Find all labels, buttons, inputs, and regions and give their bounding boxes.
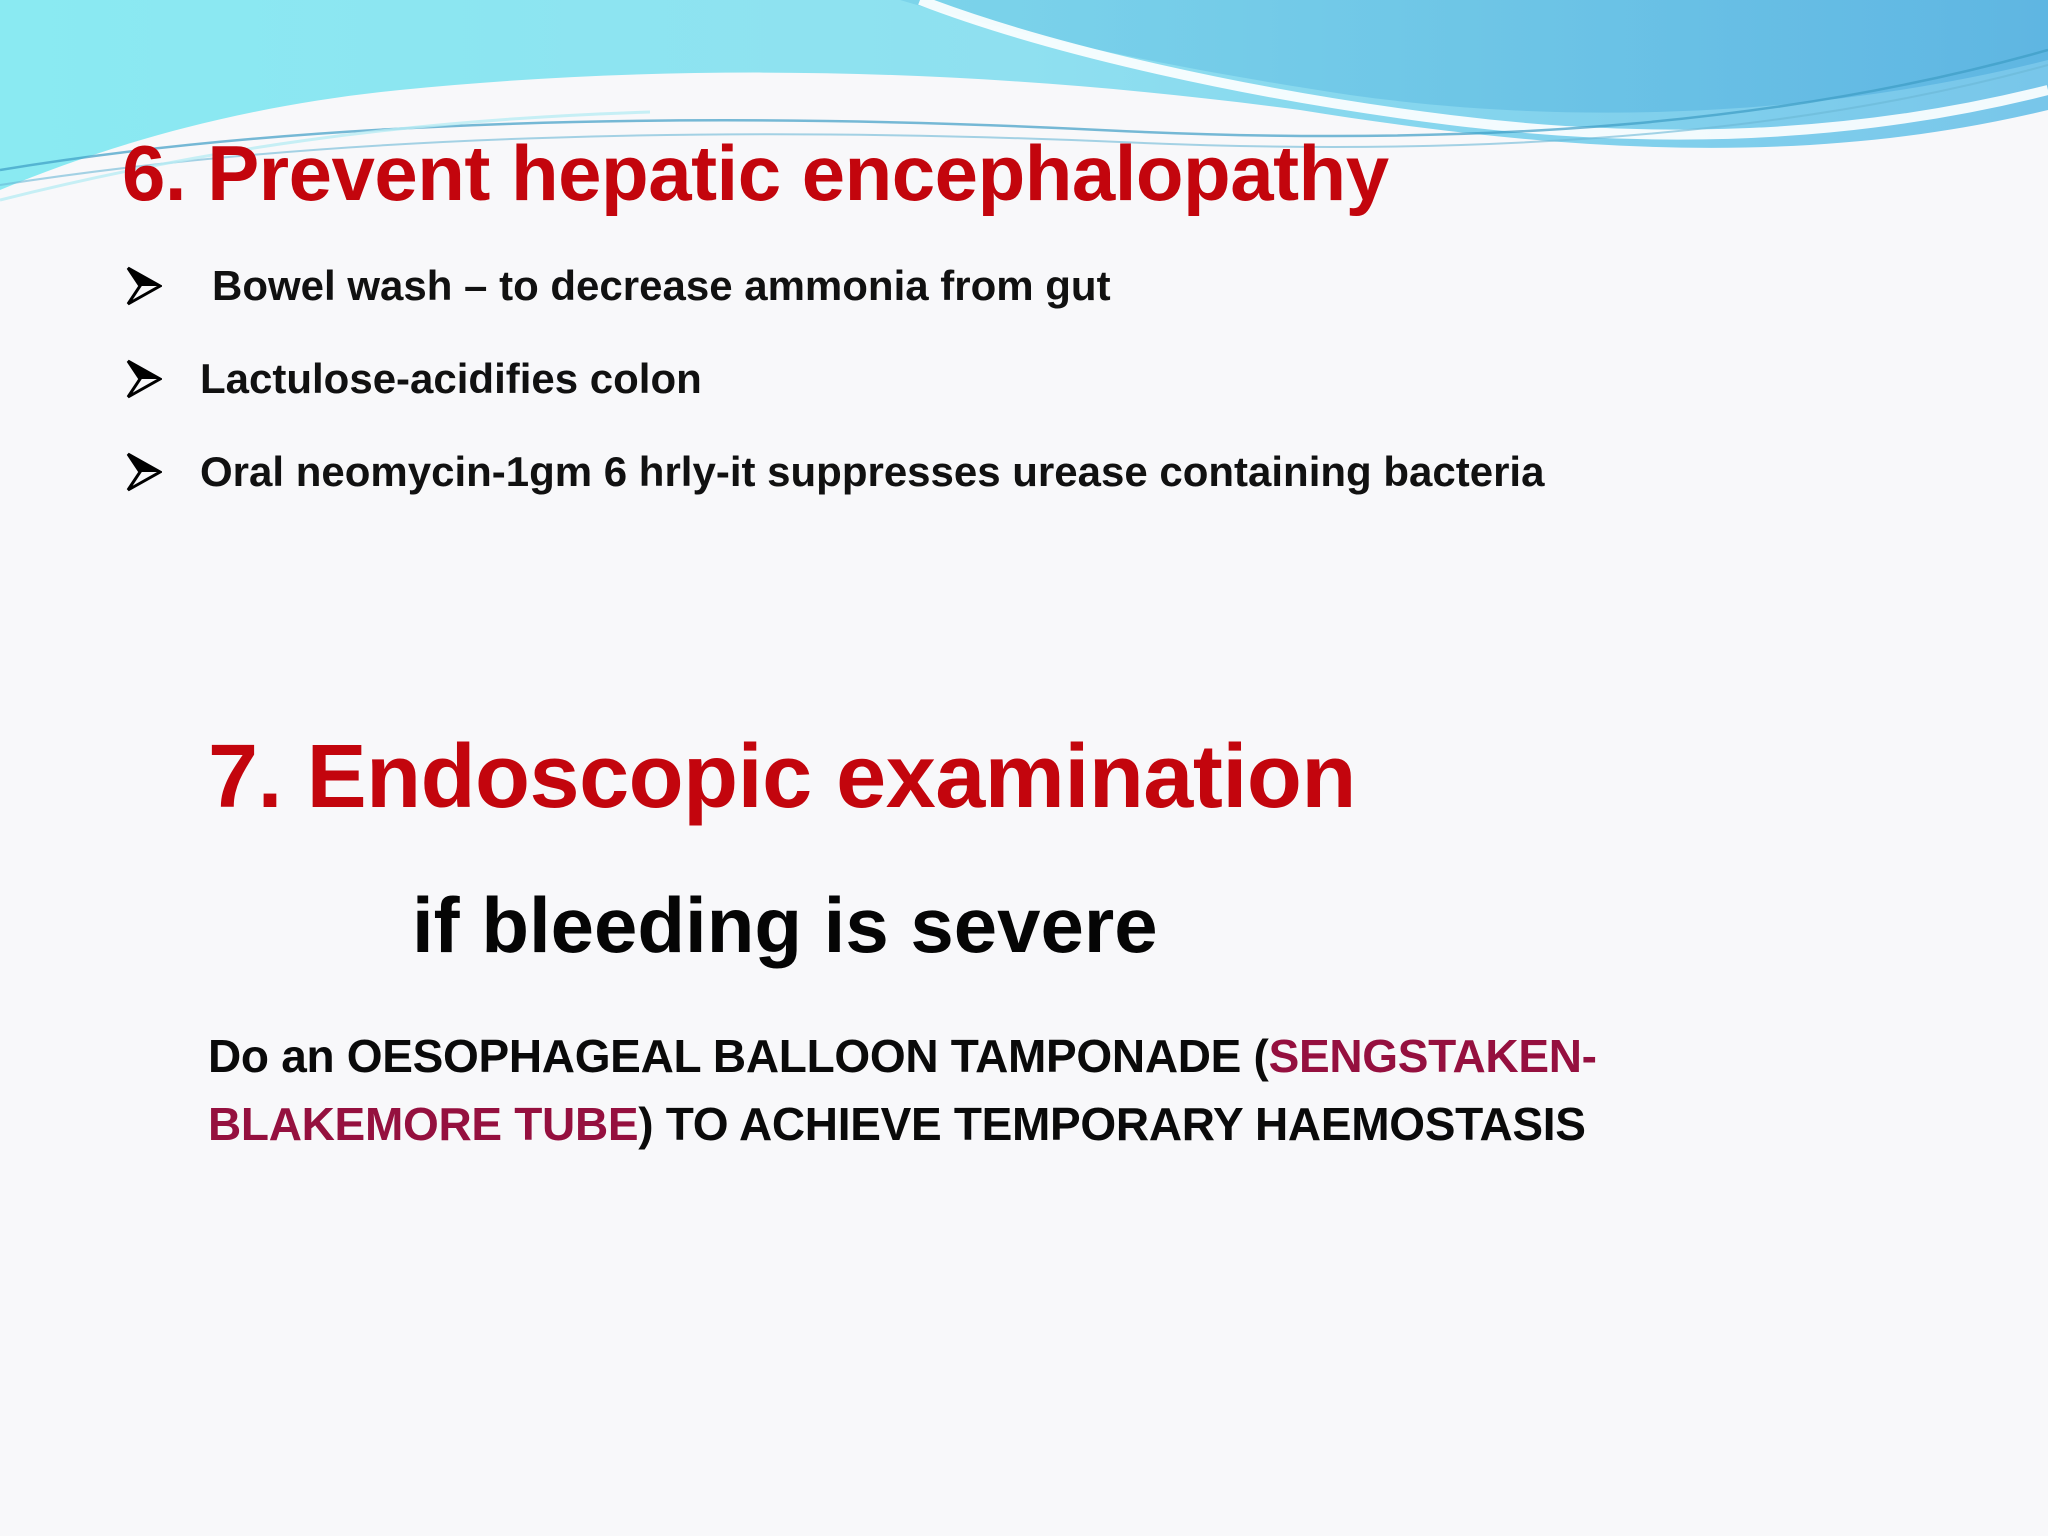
section-7-subtitle: if bleeding is severe xyxy=(412,881,1158,969)
body-text-part: ) TO ACHIEVE TEMPORARY HAEMOSTASIS xyxy=(638,1098,1586,1150)
arrowhead-bullet-icon xyxy=(126,452,162,492)
section-7-title: 7. Endoscopic examination xyxy=(208,727,1356,827)
bullet-text: Lactulose-acidifies colon xyxy=(200,355,702,402)
body-text-part: Do an OESOPHAGEAL BALLOON TAMPONADE ( xyxy=(208,1030,1269,1082)
bullet-text: Bowel wash – to decrease ammonia from gut xyxy=(212,262,1111,309)
highlight-device-name: BLAKEMORE TUBE xyxy=(208,1098,639,1150)
arrowhead-bullet-icon xyxy=(126,359,162,399)
bullet-text: Oral neomycin-1gm 6 hrly-it suppresses urease containing bacteria xyxy=(200,448,1545,495)
arrowhead-bullet-icon xyxy=(126,266,162,306)
bullet-item xyxy=(126,262,1111,310)
section-6-title: 6. Prevent hepatic encephalopathy xyxy=(122,129,1389,217)
highlight-device-name: SENGSTAKEN- xyxy=(1268,1030,1597,1082)
bullet-item xyxy=(126,448,1544,496)
section-7-body xyxy=(208,1022,1768,1158)
bullet-item xyxy=(126,355,702,403)
